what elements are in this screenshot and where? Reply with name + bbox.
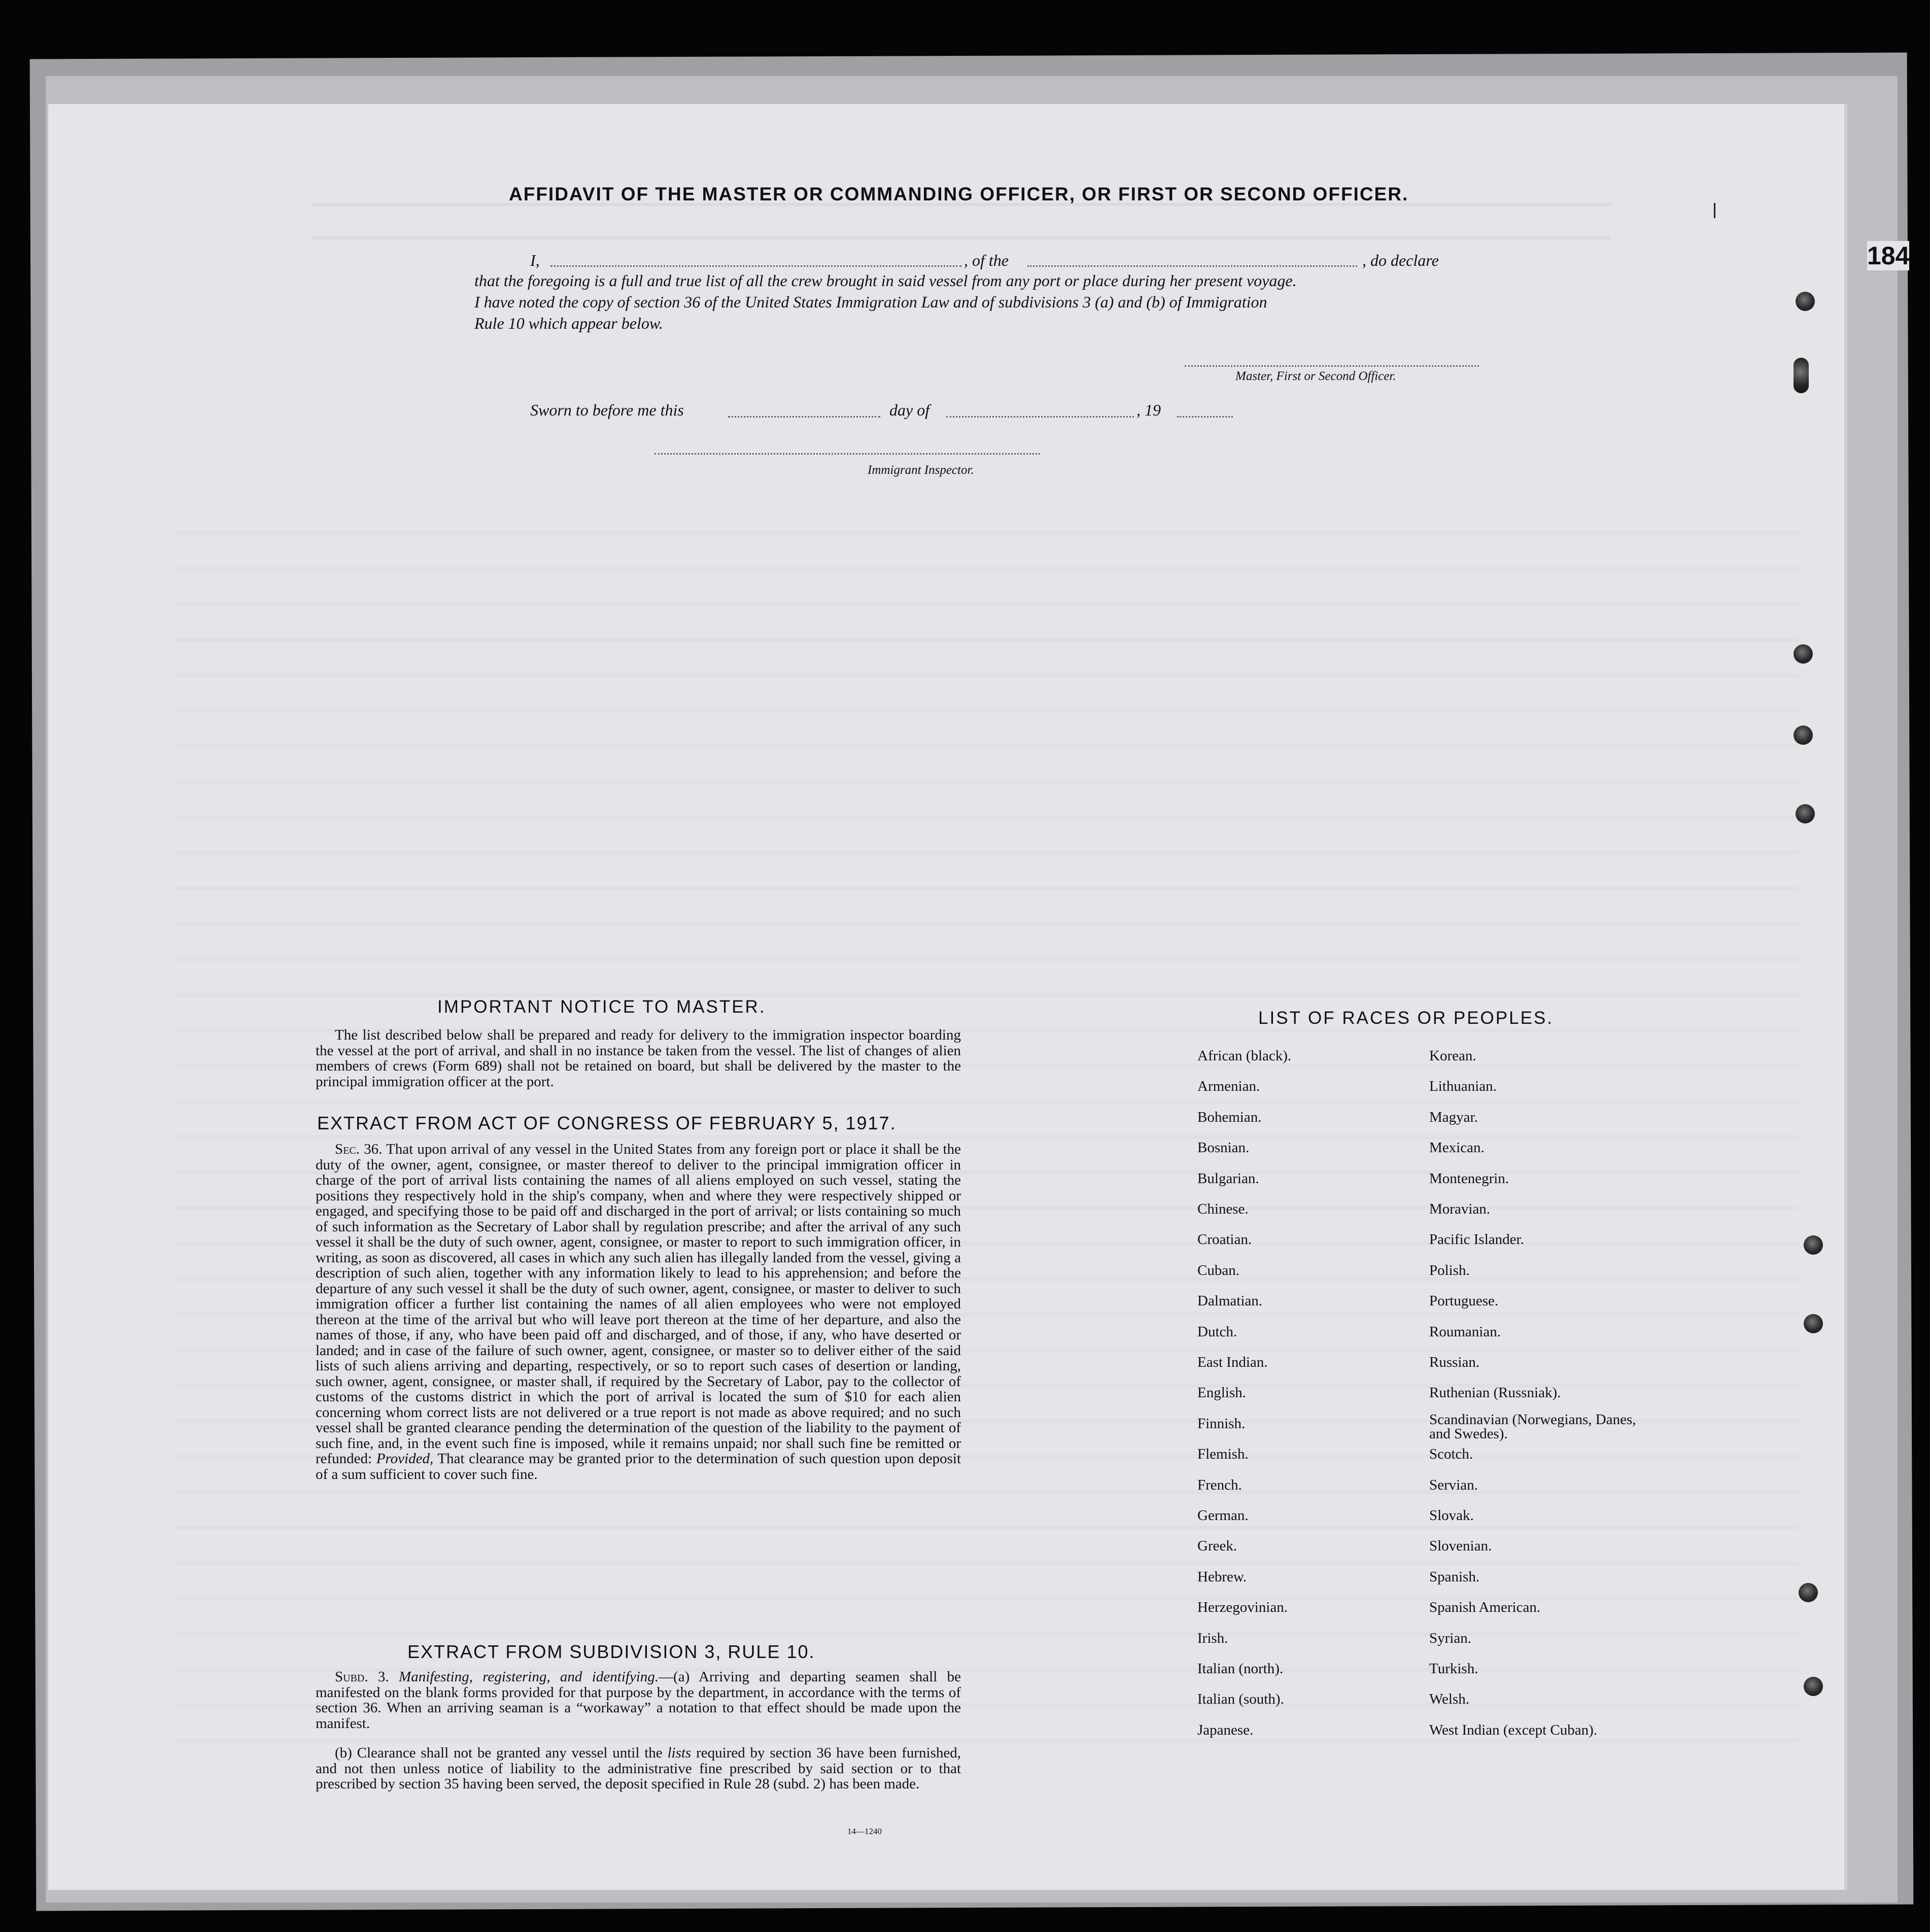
page-number: 184: [1867, 242, 1910, 270]
punch-hole: [1804, 1314, 1823, 1333]
subd-label: Subd. 3.: [335, 1669, 389, 1685]
race-item: Montenegrin.: [1429, 1170, 1509, 1187]
race-item: Slovenian.: [1429, 1538, 1492, 1555]
vessel-blank[interactable]: [1027, 265, 1357, 267]
race-item: Russian.: [1429, 1354, 1480, 1370]
race-item: Cuban.: [1197, 1262, 1239, 1279]
bleed-through-rows: [175, 500, 1799, 1768]
race-item: Turkish.: [1429, 1661, 1478, 1677]
race-item: Irish.: [1197, 1630, 1228, 1646]
race-item: Japanese.: [1197, 1721, 1254, 1738]
punch-hole: [1794, 358, 1809, 393]
year-blank[interactable]: [1177, 416, 1233, 418]
race-item: Portuguese.: [1429, 1293, 1499, 1309]
rule-para-a: [316, 1669, 961, 1731]
race-item: German.: [1197, 1507, 1249, 1524]
day-blank[interactable]: [728, 416, 880, 418]
affidavit-i: I,: [530, 251, 540, 269]
race-item: Chinese.: [1197, 1201, 1249, 1217]
name-blank[interactable]: [550, 265, 961, 267]
notice-title: IMPORTANT NOTICE TO MASTER.: [437, 997, 766, 1017]
inspector-blank[interactable]: [654, 453, 1040, 455]
affidavit-of-the: , of the: [964, 251, 1009, 269]
race-item: Ruthenian (Russniak).: [1429, 1385, 1561, 1401]
para-b-end: required by section 36 have been furnished, and not then unless notice of liability to the administrative fine prescribed by said section or to that prescribed by section 35 having been served, the deposit specified in Rule 28 (subd. 2) has been made.: [316, 1745, 961, 1792]
race-item: Moravian.: [1429, 1201, 1490, 1217]
race-item: Dalmatian.: [1197, 1293, 1263, 1309]
rule-extract-title: EXTRACT FROM SUBDIVISION 3, RULE 10.: [407, 1641, 815, 1662]
affidavit-line3: I have noted the copy of section 36 of the United States Immigration Law and of subdivisions 3 (a) and (b) of Immigration: [474, 293, 1267, 311]
race-item: Mexican.: [1429, 1140, 1485, 1156]
race-item: Greek.: [1197, 1538, 1237, 1555]
race-item: East Indian.: [1197, 1354, 1268, 1370]
race-item: Hebrew.: [1197, 1568, 1247, 1585]
races-title: LIST OF RACES OR PEOPLES.: [1258, 1008, 1554, 1028]
punch-hole: [1804, 1235, 1823, 1255]
punch-hole: [1794, 644, 1813, 664]
race-item: African (black).: [1197, 1048, 1292, 1064]
inspector-caption: Immigrant Inspector.: [868, 463, 974, 477]
sec-36-end: That clearance may be granted prior to the determination of such question upon deposit of a sum sufficient to cover such fine.: [316, 1451, 961, 1482]
race-item: Servian.: [1429, 1476, 1478, 1493]
race-item: Korean.: [1429, 1048, 1476, 1064]
affidavit-line4: Rule 10 which appear below.: [474, 314, 663, 332]
para-b-start: (b) Clearance shall not be granted any vessel until the: [335, 1745, 663, 1761]
race-item: French.: [1197, 1476, 1242, 1493]
race-item: Scotch.: [1429, 1446, 1473, 1463]
race-item: Scandinavian (Norwegians, Danes, and Swedes).: [1429, 1411, 1636, 1442]
bleed-through-header: [312, 203, 1611, 239]
para-b-lists: lists: [667, 1745, 692, 1761]
race-item: Finnish.: [1197, 1415, 1246, 1432]
act-extract-title: EXTRACT FROM ACT OF CONGRESS OF FEBRUARY 5, 1917.: [317, 1113, 897, 1133]
race-item: Magyar.: [1429, 1109, 1478, 1125]
race-item: English.: [1197, 1385, 1246, 1401]
race-item: Bosnian.: [1197, 1140, 1250, 1156]
margin-tick: [1714, 203, 1715, 218]
sec-36-text: That upon arrival of any vessel in the United States from any foreign port or place it shall be the duty of the owner, agent, consignee, or master thereof to deliver to the principal immigration officer in charge of the port of arrival lists containing the names of all aliens employed on such vessel, stating the positions they respectively hold in the ship's company, when and where they were respectively shipped or engaged, and specifying those to be paid off and discharged in the port of arrival; or lists containing so much of such information as the Secretary of Labor shall by regulation prescribe; and after the arrival of any such vessel it shall be the duty of such owner, agent, consignee, or master to report to such immigration officer, in writing, as soon as discovered, all cases in which any such alien has illegally landed from the vessel, giving a description of such alien, together with any information likely to lead to his apprehension; and before the departure of any such vessel it shall be the duty of such owner, agent, consignee, or master to deliver to such immigration officer a further list containing the names of all alien employees who were not employed thereon at the time of the arrival but who will leave port thereon at the time of her departure, and also the names of those, if any, who have been paid off and discharged, and of those, if any, who have deserted or landed; and in case of the failure of such owner, agent, consignee, or master so to deliver either of the said lists of such aliens arriving and departing, respectively, or so to report such cases of desertion or landing, such owner, agent, consignee, or master shall, if required by the Secretary of Labor, pay to the collector of customs of the customs district in which the port of arrival is located the sum of $10 for each alien concerning whom correct lists are not delivered or a true report is not made as above required; and no such vessel shall be granted clearance pending the determination of the question of the liability to the payment of such fine, and, in the event such fine is imposed, while it remains unpaid; nor shall such fine be remitted or refunded:: [316, 1141, 961, 1467]
act-extract-body: [316, 1142, 961, 1482]
race-item: Roumanian.: [1429, 1323, 1501, 1340]
rule-para-b: [316, 1745, 961, 1792]
signature-caption: Master, First or Second Officer.: [1235, 369, 1396, 383]
form-number: 14—1240: [847, 1826, 882, 1836]
race-item: Bulgarian.: [1197, 1170, 1259, 1187]
race-item: Dutch.: [1197, 1323, 1237, 1340]
race-item: Italian (north).: [1197, 1661, 1284, 1677]
race-item: Armenian.: [1197, 1078, 1260, 1095]
race-item: Italian (south).: [1197, 1691, 1284, 1708]
manifest-page: [48, 104, 1910, 1890]
signature-blank[interactable]: [1185, 365, 1479, 367]
race-item: Syrian.: [1429, 1630, 1471, 1646]
month-blank[interactable]: [946, 416, 1134, 418]
punch-hole: [1796, 804, 1815, 823]
affidavit-line2: that the foregoing is a full and true list of all the crew brought in said vessel from any port or place during her present voyage.: [474, 271, 1297, 290]
day-of-text: day of: [889, 401, 930, 419]
race-item: Croatian.: [1197, 1231, 1252, 1248]
affidavit-declare: , do declare: [1362, 251, 1439, 269]
race-item: Spanish.: [1429, 1568, 1480, 1585]
race-item: Spanish American.: [1429, 1599, 1541, 1616]
race-item: Welsh.: [1429, 1691, 1470, 1708]
punch-hole: [1804, 1677, 1823, 1696]
race-item: West Indian (except Cuban).: [1429, 1721, 1598, 1738]
race-item: Polish.: [1429, 1262, 1470, 1279]
sec-label: Sec. 36.: [335, 1141, 383, 1157]
subd-title: Manifesting, registering, and identifying.: [399, 1669, 659, 1685]
race-item: Herzegovinian.: [1197, 1599, 1288, 1616]
race-item: Pacific Islander.: [1429, 1231, 1524, 1248]
race-item: Slovak.: [1429, 1507, 1474, 1524]
race-item: Lithuanian.: [1429, 1078, 1497, 1095]
provided-word: Provided,: [376, 1451, 434, 1467]
race-item: Bohemian.: [1197, 1109, 1262, 1125]
punch-hole: [1799, 1583, 1818, 1602]
affidavit-title: AFFIDAVIT OF THE MASTER OR COMMANDING OFFICER, OR FIRST OR SECOND OFFICER.: [509, 184, 1409, 204]
sworn-text: Sworn to before me this: [530, 401, 684, 419]
notice-body: The list described below shall be prepared and ready for delivery to the immigration inspector boarding the vessel at the port of arrival, and shall in no instance be taken from the vessel. The list of changes of alien members of crews (Form 689) shall not be retained on board, but shall be delivered by the master to the principal immigration officer at the port.: [316, 1027, 961, 1090]
punch-hole: [1796, 292, 1815, 311]
race-item: Flemish.: [1197, 1446, 1249, 1463]
subd-para-a-text: —(a) Arriving and departing seamen shall be manifested on the blank forms provided for that purpose by the department, in accordance with the terms of section 36. When an arriving seaman is a “workaway” a notation to that effect should be made upon the manifest.: [316, 1669, 961, 1732]
year-prefix: , 19: [1136, 401, 1161, 419]
punch-hole: [1794, 726, 1813, 745]
